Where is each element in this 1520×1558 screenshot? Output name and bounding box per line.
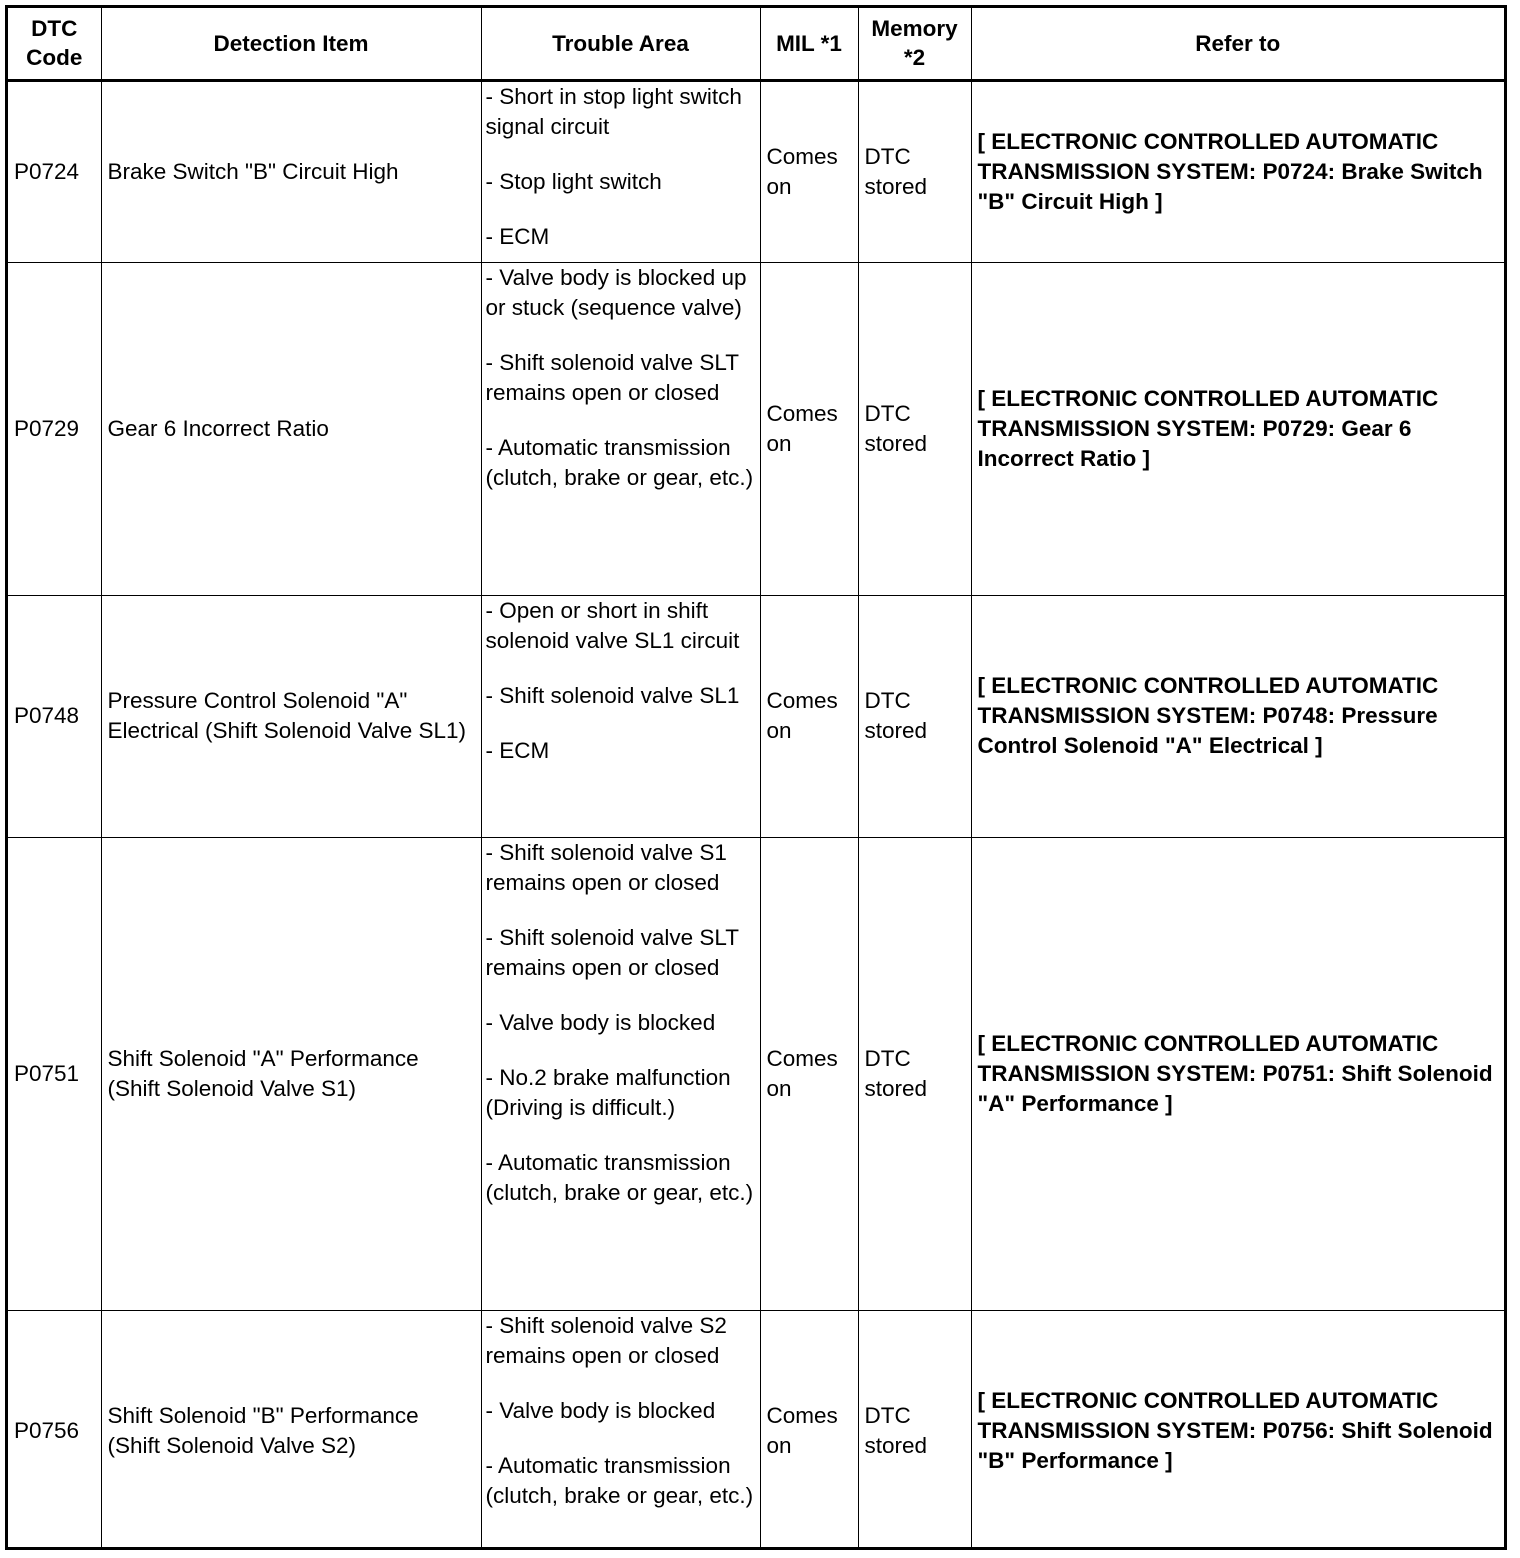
detection-item-cell: Shift Solenoid "B" Performance (Shift Solenoid Valve S2)	[101, 1310, 481, 1550]
dtc-code-cell: P0756	[8, 1310, 101, 1550]
trouble-area-cell	[481, 80, 760, 262]
memory-cell: DTC stored	[858, 80, 971, 262]
refer-to-link[interactable]: [ ELECTRONIC CONTROLLED AUTOMATIC TRANSMISSION SYSTEM: P0751: Shift Solenoid "A" Performance ]	[971, 837, 1504, 1310]
trouble-area-item: - Open or short in shift solenoid valve SL1 circuit	[485, 597, 740, 653]
mil-cell: Comes on	[760, 837, 858, 1310]
trouble-area-cell	[481, 837, 760, 1310]
refer-to-link[interactable]: [ ELECTRONIC CONTROLLED AUTOMATIC TRANSMISSION SYSTEM: P0729: Gear 6 Incorrect Ratio ]	[971, 262, 1504, 595]
trouble-area-item: - ECM	[485, 223, 550, 249]
trouble-area-item: - Automatic transmission (clutch, brake or gear, etc.)	[485, 434, 754, 490]
header-detection-item: Detection Item	[101, 8, 481, 80]
header-dtc-code: DTC Code	[8, 8, 101, 80]
dtc-table-container	[5, 5, 1507, 1550]
trouble-area-item: - Shift solenoid valve S2 remains open or closed	[485, 1312, 727, 1368]
table-row	[8, 262, 1504, 595]
refer-to-link[interactable]: [ ELECTRONIC CONTROLLED AUTOMATIC TRANSMISSION SYSTEM: P0756: Shift Solenoid "B" Performance ]	[971, 1310, 1504, 1550]
refer-to-link[interactable]: [ ELECTRONIC CONTROLLED AUTOMATIC TRANSMISSION SYSTEM: P0724: Brake Switch "B" Circuit High ]	[971, 80, 1504, 262]
detection-item-cell: Gear 6 Incorrect Ratio	[101, 262, 481, 595]
dtc-code-cell: P0729	[8, 262, 101, 595]
dtc-code-cell: P0724	[8, 80, 101, 262]
table-row	[8, 80, 1504, 262]
trouble-area-cell	[481, 262, 760, 595]
memory-cell: DTC stored	[858, 1310, 971, 1550]
dtc-code-cell: P0751	[8, 837, 101, 1310]
trouble-area-item: - Automatic transmission (clutch, brake or gear, etc.)	[485, 1149, 754, 1205]
detection-item-cell: Brake Switch "B" Circuit High	[101, 80, 481, 262]
dtc-table	[8, 8, 1504, 1550]
trouble-area-item: - Valve body is blocked	[485, 1009, 716, 1035]
detection-item-cell: Shift Solenoid "A" Performance (Shift Solenoid Valve S1)	[101, 837, 481, 1310]
header-memory: Memory *2	[858, 8, 971, 80]
trouble-area-item: - No.2 brake malfunction (Driving is difficult.)	[485, 1064, 731, 1120]
memory-cell: DTC stored	[858, 837, 971, 1310]
trouble-area-item: - Shift solenoid valve SLT remains open or closed	[485, 349, 739, 405]
memory-cell: DTC stored	[858, 595, 971, 837]
trouble-area-item: - Shift solenoid valve S1 remains open or closed	[485, 839, 727, 895]
trouble-area-cell	[481, 1310, 760, 1550]
trouble-area-item: - Shift solenoid valve SLT remains open or closed	[485, 924, 739, 980]
header-row	[8, 8, 1504, 80]
header-mil: MIL *1	[760, 8, 858, 80]
trouble-area-cell	[481, 595, 760, 837]
table-row	[8, 595, 1504, 837]
trouble-area-item: - Valve body is blocked up or stuck (sequence valve)	[485, 264, 747, 320]
memory-cell: DTC stored	[858, 262, 971, 595]
refer-to-link[interactable]: [ ELECTRONIC CONTROLLED AUTOMATIC TRANSMISSION SYSTEM: P0748: Pressure Control Solenoid "A" Electrical ]	[971, 595, 1504, 837]
trouble-area-item: - Valve body is blocked	[485, 1397, 716, 1423]
detection-item-cell: Pressure Control Solenoid "A" Electrical (Shift Solenoid Valve SL1)	[101, 595, 481, 837]
table-row	[8, 837, 1504, 1310]
table-row	[8, 1310, 1504, 1550]
dtc-code-cell: P0748	[8, 595, 101, 837]
mil-cell: Comes on	[760, 262, 858, 595]
mil-cell: Comes on	[760, 1310, 858, 1550]
trouble-area-item: - Shift solenoid valve SL1	[485, 682, 740, 708]
trouble-area-item: - Stop light switch	[485, 168, 662, 194]
mil-cell: Comes on	[760, 595, 858, 837]
header-refer-to: Refer to	[971, 8, 1504, 80]
mil-cell: Comes on	[760, 80, 858, 262]
trouble-area-item: - ECM	[485, 737, 550, 763]
header-trouble-area: Trouble Area	[481, 8, 760, 80]
trouble-area-item: - Short in stop light switch signal circuit	[485, 83, 742, 139]
trouble-area-item: - Automatic transmission (clutch, brake or gear, etc.)	[485, 1452, 754, 1508]
